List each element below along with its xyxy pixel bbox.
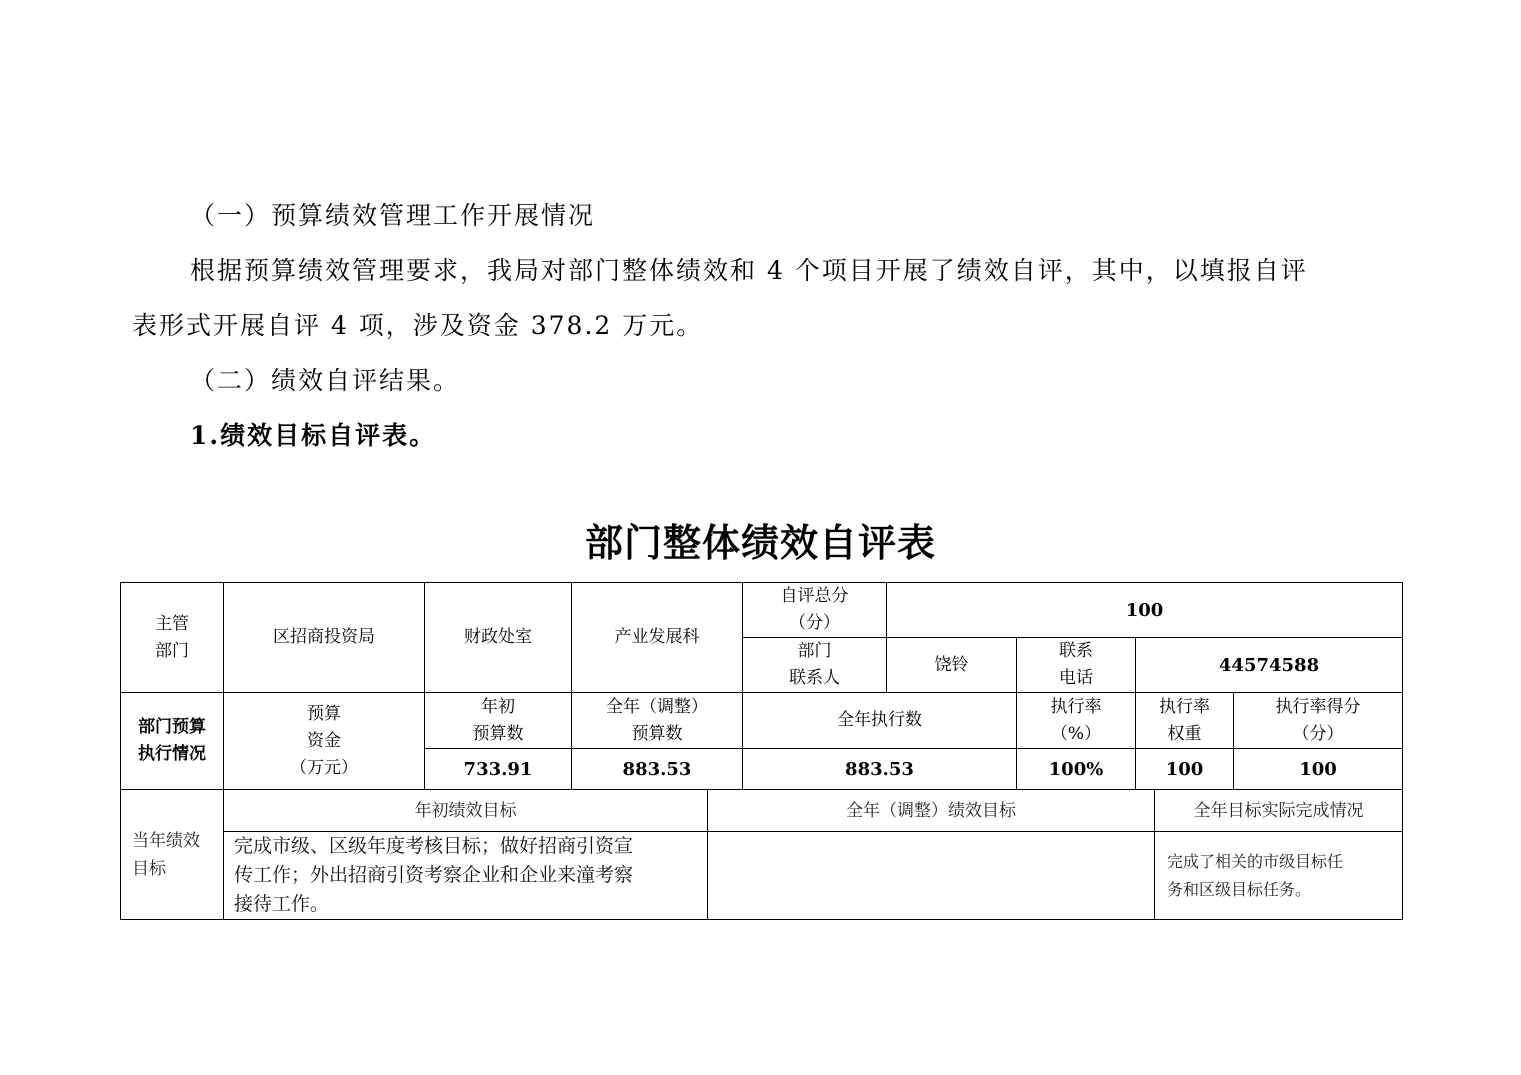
contact-name-cell: 饶铃 (887, 638, 1017, 693)
paragraph-line-1: 根据预算绩效管理要求，我局对部门整体绩效和 4 个项目开展了绩效自评，其中，以填报自评 (190, 256, 1308, 285)
section-heading-2: （二）绩效自评结果。 (190, 366, 461, 395)
exec-rate-value-cell: 100% (1017, 749, 1136, 790)
annual-exec-label-cell: 全年执行数 (743, 693, 1017, 749)
contact-label-cell: 部门 联系人 (743, 638, 887, 693)
section-heading-1: （一）预算绩效管理工作开展情况 (190, 201, 596, 230)
adjusted-goal-text-cell (708, 832, 1155, 920)
actual-text-cell: 完成了相关的市级目标任 务和区级目标任务。 (1155, 832, 1403, 920)
adjusted-budget-value-cell: 883.53 (572, 749, 743, 790)
paragraph-line-2: 表形式开展自评 4 项，涉及资金 378.2 万元。 (132, 311, 704, 340)
performance-table-goals (120, 789, 1403, 920)
adjusted-goal-header-cell: 全年（调整）绩效目标 (708, 790, 1155, 832)
phone-value-cell: 44574588 (1136, 638, 1403, 693)
initial-budget-label-cell: 年初 预算数 (425, 693, 572, 749)
adjusted-budget-label-cell: 全年（调整） 预算数 (572, 693, 743, 749)
industry-section-cell: 产业发展科 (572, 583, 743, 693)
exec-weight-label-cell: 执行率 权重 (1136, 693, 1234, 749)
initial-goal-text-cell: 完成市级、区级年度考核目标；做好招商引资宣 传工作；外出招商引资考察企业和企业来潼考察 接待工作。 (224, 832, 708, 920)
score-value-cell: 100 (887, 583, 1403, 638)
budget-fund-label-cell: 预算 资金 （万元） (224, 693, 425, 790)
initial-goal-header-cell: 年初绩效目标 (224, 790, 708, 832)
dept-name-cell: 区招商投资局 (224, 583, 425, 693)
goal-label-cell: 当年绩效 目标 (121, 790, 224, 920)
budget-exec-label-cell: 部门预算 执行情况 (121, 693, 224, 790)
score-label-cell: 自评总分 （分） (743, 583, 887, 638)
exec-score-value-cell: 100 (1234, 749, 1403, 790)
section-heading-3: 1.绩效目标自评表。 (190, 421, 437, 450)
exec-rate-label-cell: 执行率 （%） (1017, 693, 1136, 749)
phone-label-cell: 联系 电话 (1017, 638, 1136, 693)
initial-budget-value-cell: 733.91 (425, 749, 572, 790)
finance-office-cell: 财政处室 (425, 583, 572, 693)
actual-header-cell: 全年目标实际完成情况 (1155, 790, 1403, 832)
performance-table-top (120, 582, 1403, 790)
annual-exec-value-cell: 883.53 (743, 749, 1017, 790)
dept-label-cell: 主管 部门 (121, 583, 224, 693)
exec-score-label-cell: 执行率得分 （分） (1234, 693, 1403, 749)
table-title: 部门整体绩效自评表 (584, 520, 936, 565)
exec-weight-value-cell: 100 (1136, 749, 1234, 790)
